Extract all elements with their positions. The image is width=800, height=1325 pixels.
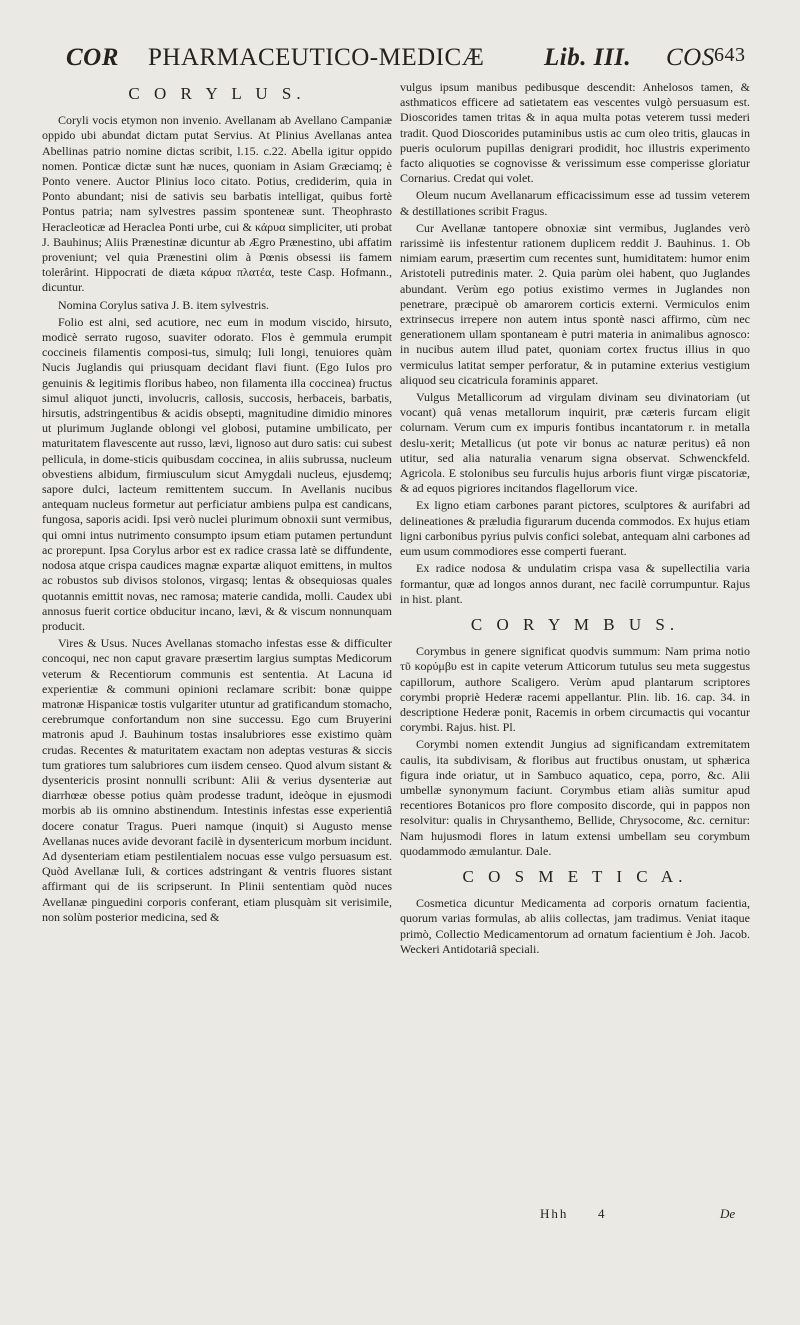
paragraph: Vulgus Metallicorum ad virgulam divinam seu divinatoriam (ut vocant) quâ venas metallorum inquirit, præ cæteris furcam eligit colurnam. Verum cum ex impuris fontibus incantatorum r. in metalla deslu-xerit; Metallicus (ut pote vir bonus ac naturæ peritus) eâ non utitur, sed alia naturalia venarum signa observat. Schwenckfeld. Agricola. E stolonibus seu furculis hujus arboris fiunt virgæ piscatoriæ, & ad equos pigriores incitandos flagellorum vice. [400,390,750,496]
catchword: De [720,1206,736,1221]
paragraph: Oleum nucum Avellanarum efficacissimum esse ad tussim veterem & destillationes scribit Fragus. [400,188,750,218]
paragraph: Cosmetica dicuntur Medicamenta ad corporis ornatum facientia, quorum varias formulas, ab aliis collectas, jam tradimus. Veniat itaque primò, Collectio Medicamentorum ad ornatum facientium è Joh. Jacob. Weckeri Antidotariâ speciali. [400,896,750,956]
page-number: 643 [714,44,746,66]
paragraph: Folio est alni, sed acutiore, nec eum in modum viscido, hirsuto, modicè serrato rugoso, suaviter odorato. Flos è gemmula erumpit coccineis filamentis composi-tus, simulq; Iuli longi, tenuiores quàm Nucis Juglandis qui priusquam decidant flavi fiunt. (Ego Iulos pro genuinis & legitimis floribus habeo, non filamenta illa coccinea) fructus simul aliquot juncti, involucris, callosis, succosis, herbaceis, barbatis, hirsutis, adstringentibus & acidis obsepti, magnitudine dimidio minores ut plurimum Juglande oblongi vel globosi, putamine umbilicato, per maturitatem flavescente aut russo, lævi, lignoso aut duro satis: cui subest pellicula, in dome-sticis quibusdam coccinea, in aliis subrussa, nucleum obvestiens albidum, firmiusculum sicut Amygdali nucleus, ejusdemq; sapore dulci, lacteum remittentem succum. In Avellanis nucibus antequam nucleus formetur aut perficiatur ambiens pulpa est candicans, fungosa, saporis acidi. Ipsi verò nuclei plurimum obnoxii sunt vermibus, qui omni intus nutrimento consumpto ipsum etiam putamen pertundunt ac prorepunt. Ipsa Corylus arbor est ex radice crassa latè se diffundente, nodosa atque crispa caudices magnæ expartæ aliquot emittens, in multos ac robustos sub divisos stolonos, virgasq; lentas & obsequiosas quales quotannis emittit novas, nec ramosa; materie candida, molli. Caudex ubi annosus fuerit cortice obducitur incano, lævi, & & viscum nonnunquam producit. [42,314,392,633]
paragraph: Coryli vocis etymon non invenio. Avellanam ab Avellano Campaniæ oppido ubi abundat dictam putat Servius. At Plinius Avellanas antea Abellinas patrio nomine dictas scribit, l.15. c.22. Abella igitur oppido nomen. Ponticæ dictæ sunt hæ nuces, quoniam in Asiam Græciamq; è Ponto venere. Auctor Plinius loco citato. Potius, crediderim, quia in Ponto abundant; nisi de sativis seu barbatis intelligat, quibus fortè Pontus patria; nam sylvestres passim sponteneæ sunt. Theophrasto Heracleoticæ ad Heraclea Ponti urbe, cui & κάρυα simpliciter, uti probat J. Bauhinus; Aliis Prænestinæ dicuntur ab Ægro Prænestino, ubi affatim proveniunt; vel quia Prænestini olim à Pœnis obsessi iis famem tolerârint. Hippocrati de diæta κάρυα πλατέα, teste Casp. Hofmann., dicuntur. [42,113,392,295]
header-right-word: COS [666,44,715,71]
paragraph: Ex ligno etiam carbones parant pictores, sculptores & aurifabri ad delineationes & præludia figurarum ducenda commodos. Ex hujus etiam ligni carbonibus pyrius pulvis confici solebat, antequam alni carbones ad eum usum commodiores esse comperti fuerant. [400,498,750,559]
header-left-word: COR [66,44,119,71]
paragraph: Cur Avellanæ tantopere obnoxiæ sint vermibus, Juglandes verò rarissimè iis infestentur rationem duplicem reddit J. Bauhinus. 1. Ob nimiam earum, præsertim cum recentes sunt, humiditatem: humor enim Aristoteli putredinis mater. 2. Quia parùm olei habent, quo Juglandes abundant. Verùm ego potius existimo vermes in Juglandes non penetrare, præcipuè ob amarorem corticis externi. Vermiculos enim extrinsecus irrepere non autem intus spontè nasci affirmo, cùm nec generationem ullam spontaneam è putri materia in animalibus agnosco: in nucibus autem illud patet, quoniam cortex fructus illius in quo vermiculus latitat semper perforatur, & in putamine exterius vestigium aliquod seu cicatricula foraminis apparet. [400,220,750,387]
signature-number: 4 [598,1206,605,1221]
left-column [42,80,392,927]
paragraph: Ex radice nodosa & undulatim crispa vasa & supellectilia varia formantur, quæ ad longos annos durant, nec facilè corrumpuntur. Rajus in hist. plant. [400,561,750,606]
paragraph: Corymbus in genere significat quodvis summum: Nam prima notio τῦ κορύμβυ est in capite veterum Atticorum tutulus seu meta suggestus capillorum, authore Scaligero. Verùm apud plantarum scriptores corymbi propriè Hederæ racemi appellantur. Plin. lib. 16. cap. 34. in descriptione Hederæ ponit, Racemis in orbem circumactis qui vocantur corymbi. Rajus. hist. Pl. [400,644,750,735]
paragraph: Vires & Usus. Nuces Avellanas stomacho infestas esse & difficulter concoqui, nec non caput gravare præsertim largius sumptas Medicorum veterum & Recentiorum communis est sententia. At Lacuna id experientiæ & communi opinioni reclamare scribit: bonæ quippe matronæ Hispanicæ tostis vulgariter utuntur ad gratificandum stomacho, cerebrumque confortandum non sine successu. Ego cum Bruyerini matronis apud J. Bauhinum tostas insalubriores esse existimo quàm crudas. Recentes & maturitatem exactam non adeptas vesturas & siccis tum gratiores tum salubriores cum iisdem censeo. Quod alvum sistant & dysentericis prosint nonnulli scribunt: Alii & verius dysenteriæ aut diarrhœæ obesse potius quàm prodesse tradunt, ideòque in ejusmodi morbis ab iis omnino abstinendum. Intestinis infestas esse experientiâ docere conatur Tragus. Pueri namque (inquit) si Augusto mense Avellanas nuces avide devorant facilè in dysentericum morbum incidunt. Ad dysenteriam etiam pestilentialem nocuas esse vulgo persuasum est. Quòd Avellanæ Iuli, & cortices adstringant & ventris fluores sistant affirmant qui de iis scripserunt. In Plinii sententiam quòd nuces Avellanæ pinguedini corporis conferant, etiam plusquàm sit verisimile, non solùm posterior medicina, sed & [42,636,392,924]
paragraph: Corymbi nomen extendit Jungius ad significandam extremitatem caulis, ita subdivisam, & floribus aut fructibus onustam, ut sphærica figura inde oriatur, ut in Sambuco aquatico, cepa, porro, &c. Alii umbellæ synonymum faciunt. Corymbus etiam aliàs sumitur apud recentiores Botanicos pro flore composito discorde, qui in pappos non resolvitur: qualis in Chrysanthemo, Bellide, Chrysocome, &c. cernitur: Nam hujusmodi flores in latum extensi umbellam seu corymbum quodammodo æmulantur. Dale. [400,737,750,858]
header-title: PHARMACEUTICO-MEDICÆ [148,44,485,71]
running-header [66,44,746,78]
section-title-corylus: C O R Y L U S. [128,84,306,103]
signature-mark: Hhh [540,1206,569,1221]
right-column [400,80,750,959]
header-book-number: Lib. III. [544,44,632,71]
section-title-cosmetica: C O S M E T I C A. [462,866,688,886]
section-title-corymbus: C O R Y M B U S. [470,614,680,634]
paragraph: Nomina Corylus sativa J. B. item sylvestris. [58,297,269,312]
paragraph: vulgus ipsum manibus pedibusque descendit: Anhelosos tamen, & asthmaticos efficere ad satietatem eas vescentes vulgò persuasum est. Dioscorides tamen tritas & in aqua multa potas veterem tussi mederi tradit. Quod Dioscorides putaminibus ustis ac cum oleo tritis, glaucas in pueris oculorum pupillas denigrari prodidit, hoc illustris experimento facto aliquoties se cognovisse & verissimum esse comperisse gloriatur Cornarius. Credat qui volet. [400,80,750,186]
